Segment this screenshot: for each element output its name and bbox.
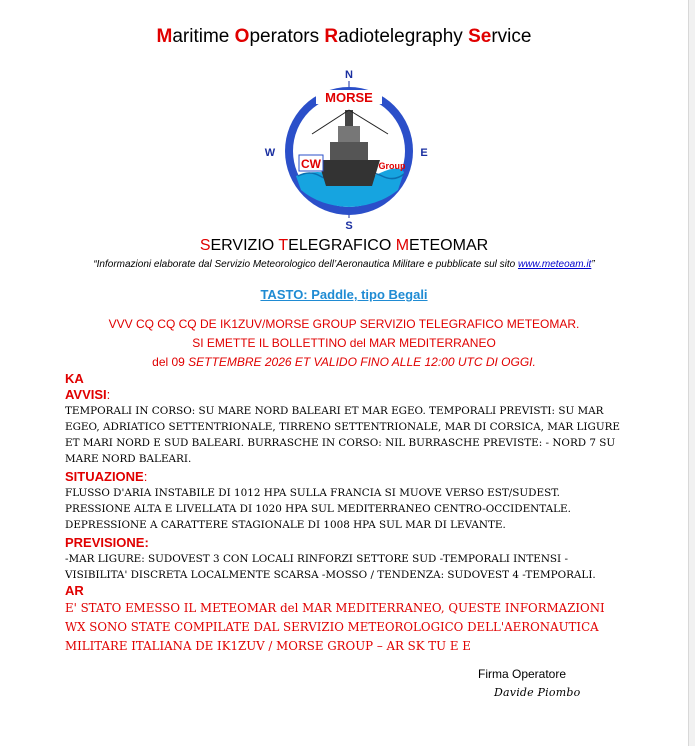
title-initial: M [156,26,173,47]
situazione-colon: : [143,469,148,484]
title-word: adiotelegraphy [338,26,469,47]
compass-north: N [345,69,353,81]
subtitle-word: ERVIZIO [210,237,279,254]
tasto-line: TASTO: Paddle, tipo Begali [260,287,428,302]
compass-east: E [420,147,428,159]
ship-bridge [338,126,360,142]
title-word: aritime [172,26,235,47]
source-text: “Informazioni elaborate dal Servizio Meteorologico dell’Aeronautica Militare e pubblicate sul sito [93,259,518,270]
subtitle-word: ELEGRAFICO [288,237,396,254]
service-subtitle [0,237,688,255]
header-line-2: SI EMETTE IL BOLLETTINO del MAR MEDITERRANEO [192,336,496,350]
scrollbar[interactable] [689,0,695,746]
ship-hull [318,160,380,186]
compass-south: S [345,220,353,232]
section-situazione-heading [65,469,625,485]
header-line-1: VVV CQ CQ CQ DE IK1ZUV/MORSE GROUP SERVIZIO TELEGRAFICO METEOMAR. [108,317,580,331]
section-avvisi-heading [65,387,625,403]
closing-text: E' STATO EMESSO IL METEOMAR del MAR MEDITERRANEO, QUESTE INFORMAZIONI WX SONO STATE COMPILATE DAL SERVIZIO METEOROLOGICO DELL'AERONAUTICA MILITARE ITALIANA DE IK1ZUV / MORSE GROUP – AR SK TU E E [65,601,605,653]
logo-text-group: Group [378,161,406,171]
header-validity: SETTEMBRE 2026 ET VALIDO FINO ALLE 12:00 UTC DI OGGI. [188,355,536,369]
operator-signature: Davide Piombo [494,686,581,699]
ship-deck [330,142,368,160]
title-initial: R [324,26,339,47]
header-line-3 [0,353,688,372]
source-end: ” [591,259,595,270]
avvisi-text: TEMPORALI IN CORSO: SU MARE NORD BALEARI ET MAR EGEO. TEMPORALI PREVISTI: SU MAR EGEO, ADRIATICO SETTENTRIONALE, TIRRENO SETTENTRIONALE, MAR DI CORSICA, MAR LIGURE ET MARI NORD E SUD BALEARI. BURRASCHE IN CORSO: NIL BURRASCHE PREVISTE: - NORD 7 SU MARE NORD BALEARI. [65,405,620,465]
subtitle-word: ETEOMAR [409,237,489,254]
compass-west: W [264,147,276,159]
source-note [0,259,688,270]
meteoam-link[interactable]: www.meteoam.it [517,259,592,270]
signature-label: Firma Operatore [478,667,567,681]
title-initial: O [234,26,250,47]
bulletin-body [65,371,625,656]
title-word: rvice [491,26,532,47]
title-word: perators [249,26,325,47]
avvisi-colon: : [106,387,111,402]
avvisi-label: AVVISI [65,387,107,402]
header-date: del 09 [152,355,189,369]
situazione-text: FLUSSO D'ARIA INSTABILE DI 1012 HPA SULLA FRANCIA SI MUOVE VERSO EST/SUDEST. PRESSIONE ALTA E LIVELLATA DI 1020 HPA SUL MEDITERRANEO CENTRO-OCCIDENTALE. DEPRESSIONE A CARATTERE STAGIONALE DI 1008 HPA SUL MAR DI LEVANTE. [65,487,571,531]
document-title [0,26,688,48]
subtitle-initial: T [278,237,289,254]
previsione-text: -MAR LIGURE: SUDOVEST 3 CON LOCALI RINFORZI SETTORE SUD -TEMPORALI INTENSI -VISIBILITA' DISCRETA LOCALMENTE SCARSA -MOSSO / TENDENZA: SUDOVEST 4 -TEMPORALI. [65,553,596,581]
subtitle-initial: S [199,237,211,254]
section-previsione-heading: PREVISIONE: [65,535,149,550]
bulletin-header [0,315,688,372]
morse-group-logo [258,64,438,234]
logo-text-cw: CW [301,157,321,171]
section-ar: AR [65,583,84,598]
logo-text-morse: MORSE [325,90,373,105]
situazione-label: SITUAZIONE [65,469,144,484]
subtitle-initial: M [395,237,410,254]
section-ka: KA [65,371,84,386]
title-initial: Se [468,26,492,47]
